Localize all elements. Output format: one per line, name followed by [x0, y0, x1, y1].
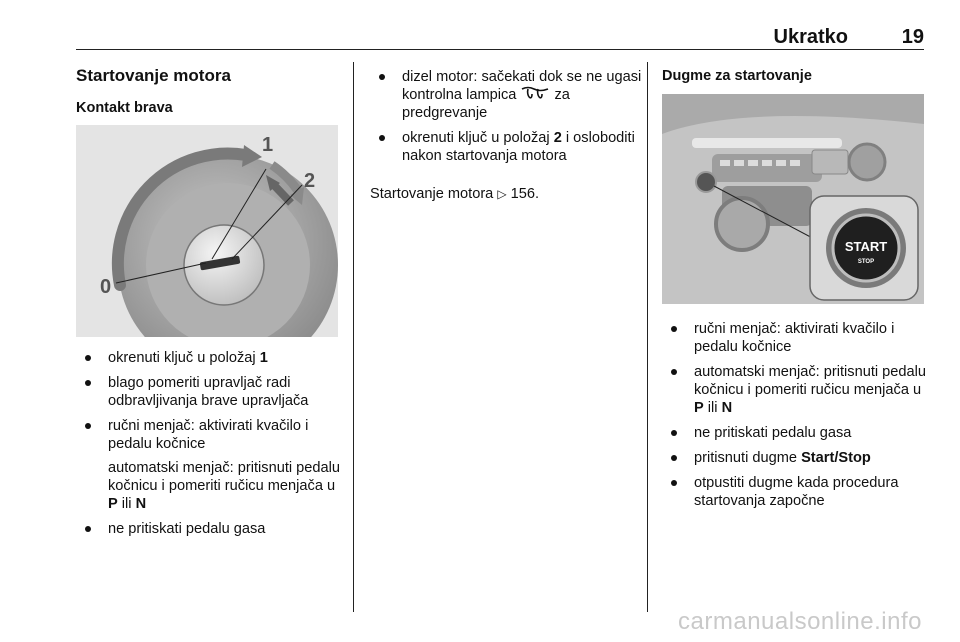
bullet-dot	[671, 326, 677, 332]
list-item: pritisnuti dugme Start/Stop	[662, 449, 932, 467]
column-divider-1	[353, 62, 354, 612]
list-item: ručni menjač: aktivirati kvačilo i pedalu kočnice	[662, 320, 932, 356]
bullet-dot	[671, 369, 677, 375]
list-item: ne pritiskati pedalu gasa	[76, 520, 348, 538]
glow-plug-icon	[520, 86, 550, 102]
label-2: 2	[304, 170, 316, 192]
section-title: Startovanje motora	[76, 66, 231, 85]
side-knob	[849, 144, 885, 180]
cross-reference: Startovanje motora ▷ 156.	[370, 186, 540, 202]
button-start-label: START	[844, 239, 888, 254]
bullet-dot	[85, 380, 91, 386]
start-button-steps-list	[662, 320, 932, 517]
control-panel	[712, 154, 822, 182]
subsection-title-ignition: Kontakt brava	[76, 100, 173, 116]
list-item: okrenuti ključ u položaj 2 i osloboditi nakon startovanja motora	[370, 129, 642, 165]
list-item: okrenuti ključ u položaj 1	[76, 349, 348, 367]
list-item: automatski menjač: pritisnuti pedalu kočnicu i pomeriti ručicu menjača u P ili N	[662, 363, 932, 417]
bullet-dot	[671, 480, 677, 486]
bullet-dot	[85, 526, 91, 532]
button-stop-label: STOP	[857, 259, 875, 265]
list-item: blago pomeriti upravljač radi odbravljivanja brave upravljača	[76, 374, 348, 410]
start-button-figure	[662, 94, 924, 304]
vent-slot	[692, 138, 842, 148]
ignition-lock-figure	[76, 125, 338, 337]
bullet-dot	[671, 430, 677, 436]
ignition-steps-list	[76, 349, 348, 545]
list-item: dizel motor: sačekati dok se ne ugasi kontrolna lampica za predgrevanje	[370, 68, 642, 122]
list-item: ručni menjač: aktivirati kvačilo i pedalu kočnice automatski menjač: pritisnuti pedalu kočnicu i pomeriti ručicu menjača u P ili N	[76, 417, 348, 513]
bullet-dot	[85, 423, 91, 429]
list-item: otpustiti dugme kada procedura startovanja započne	[662, 474, 932, 510]
header-rule	[76, 49, 924, 50]
bullet-dot	[379, 135, 385, 141]
reference-arrow-icon: ▷	[497, 187, 507, 201]
list-item: ne pritiskati pedalu gasa	[662, 424, 932, 442]
side-switch	[812, 150, 848, 174]
ignition-steps-continued	[370, 68, 642, 172]
watermark: carmanualsonline.info	[678, 608, 922, 635]
bullet-dot	[85, 355, 91, 361]
header-title: Ukratko	[773, 26, 848, 48]
list-item-continuation: automatski menjač: pritisnuti pedalu kočnicu i pomeriti ručicu menjača u P ili N	[108, 460, 340, 512]
subsection-title-start-button: Dugme za startovanje	[662, 68, 812, 84]
column-divider-2	[647, 62, 648, 612]
label-1: 1	[262, 134, 274, 156]
ignition-lock-illustration	[76, 125, 338, 337]
label-0: 0	[100, 276, 112, 298]
bullet-dot	[671, 455, 677, 461]
bullet-dot	[379, 74, 385, 80]
gear-knob	[716, 198, 768, 250]
page-header	[76, 26, 924, 48]
dashboard-illustration	[662, 94, 924, 304]
small-start-button	[696, 172, 716, 192]
page-number: 19	[901, 26, 924, 48]
